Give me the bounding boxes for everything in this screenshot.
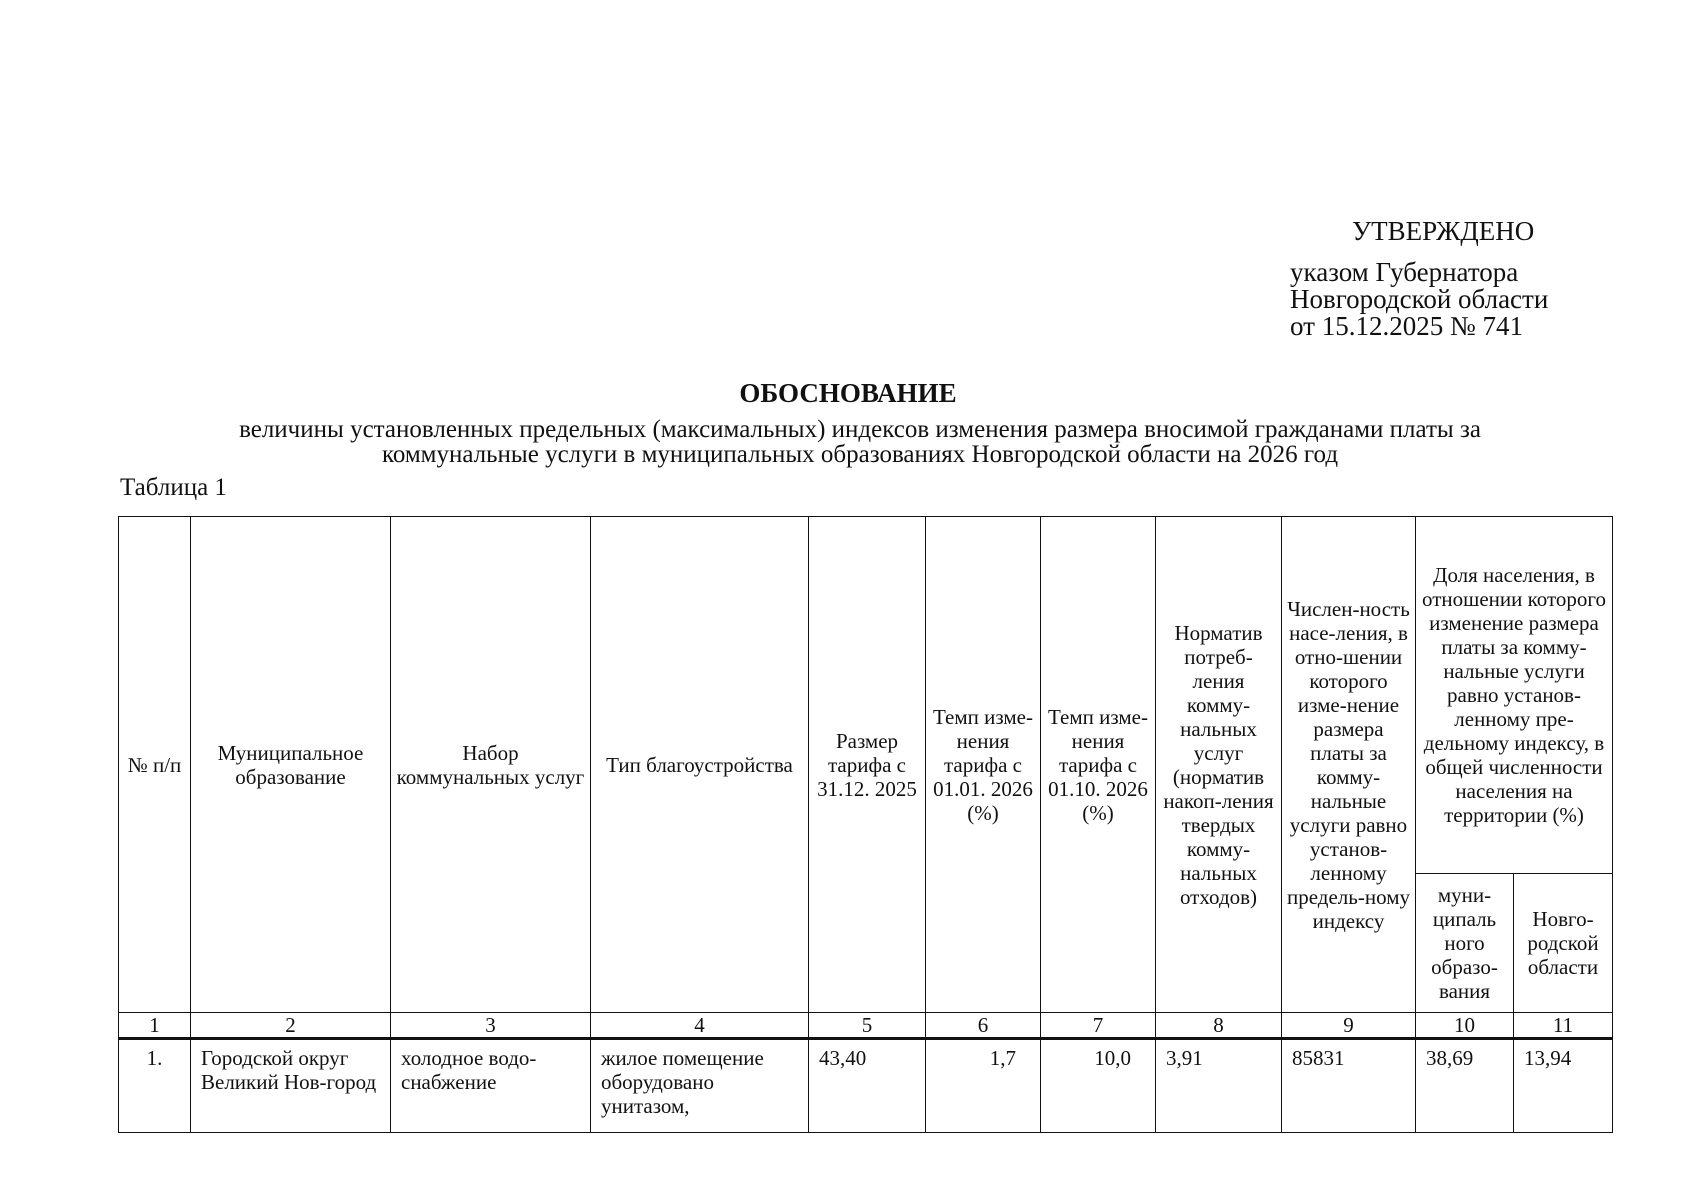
justification-table	[118, 516, 1613, 1133]
approval-stamp	[1290, 218, 1620, 340]
header-rate-jan: Темп изме-нения тарифа с 01.01. 2026 (%)	[926, 517, 1041, 1013]
column-number: 5	[809, 1013, 926, 1039]
row-tariff: 43,40	[809, 1039, 926, 1133]
column-number-row	[119, 1013, 1613, 1039]
column-number: 1	[119, 1013, 191, 1039]
subtitle-line-1: величины установленных предельных (максимальных) индексов изменения размера вносимой гражданами платы за	[239, 416, 1481, 443]
column-number: 4	[591, 1013, 809, 1039]
header-norm: Норматив потреб-ления комму-нальных услуг (норматив накоп-ления твердых комму-нальных отходов)	[1156, 517, 1282, 1013]
column-number: 8	[1156, 1013, 1282, 1039]
document-subtitle	[130, 417, 1590, 467]
column-number: 10	[1416, 1013, 1514, 1039]
header-municipality: Муниципальное образование	[191, 517, 391, 1013]
approval-line-1: указом Губернатора	[1290, 257, 1519, 287]
row-num: 1.	[119, 1039, 191, 1133]
column-number: 2	[191, 1013, 391, 1039]
column-number: 6	[926, 1013, 1041, 1039]
approval-line-2: Новгородской области	[1290, 284, 1549, 314]
row-norm: 3,91	[1156, 1039, 1282, 1133]
column-number: 7	[1041, 1013, 1156, 1039]
row-municipality: Городской округ Великий Нов-город	[191, 1039, 391, 1133]
header-services: Набор коммунальных услуг	[391, 517, 591, 1013]
header-tariff: Размер тарифа с 31.12. 2025	[809, 517, 926, 1013]
header-num: № п/п	[119, 517, 191, 1013]
column-number: 11	[1514, 1013, 1613, 1039]
row-population: 85831	[1282, 1039, 1416, 1133]
header-share-region: Новго-родской области	[1514, 874, 1613, 1013]
header-share-municipal: муни-ципаль ного образо-вания	[1416, 874, 1514, 1013]
column-number: 9	[1282, 1013, 1416, 1039]
header-rate-oct: Темп изме-нения тарифа с 01.10. 2026 (%)	[1041, 517, 1156, 1013]
column-number: 3	[391, 1013, 591, 1039]
approval-heading: УТВЕРЖДЕНО	[1352, 216, 1535, 246]
approval-line-3: от 15.12.2025 № 741	[1290, 311, 1523, 341]
row-rate-jan: 1,7	[926, 1039, 1041, 1133]
document-title: ОБОСНОВАНИЕ	[739, 378, 957, 408]
row-share-region: 13,94	[1514, 1039, 1613, 1133]
table-row	[119, 1039, 1613, 1133]
row-share-municipal: 38,69	[1416, 1039, 1514, 1133]
row-improvement-type: жилое помещение оборудовано унитазом,	[591, 1039, 809, 1133]
table-label: Таблица 1	[120, 474, 227, 501]
header-improvement-type: Тип благоустройства	[591, 517, 809, 1013]
subtitle-line-2: коммунальные услуги в муниципальных образованиях Новгородской области на 2026 год	[381, 441, 1339, 468]
header-share-group: Доля населения, в отношении которого изменение размера платы за комму-нальные услуги равно установ-ленному пре-дельному индексу, в общей численности населения на территории (%)	[1416, 517, 1613, 874]
header-population: Числен-ность насе-ления, в отно-шении которого изме-нение размера платы за комму-нальные услуги равно установ-ленному предель-ному индексу	[1282, 517, 1416, 1013]
row-services: холодное водо-снабжение	[391, 1039, 591, 1133]
row-rate-oct: 10,0	[1041, 1039, 1156, 1133]
